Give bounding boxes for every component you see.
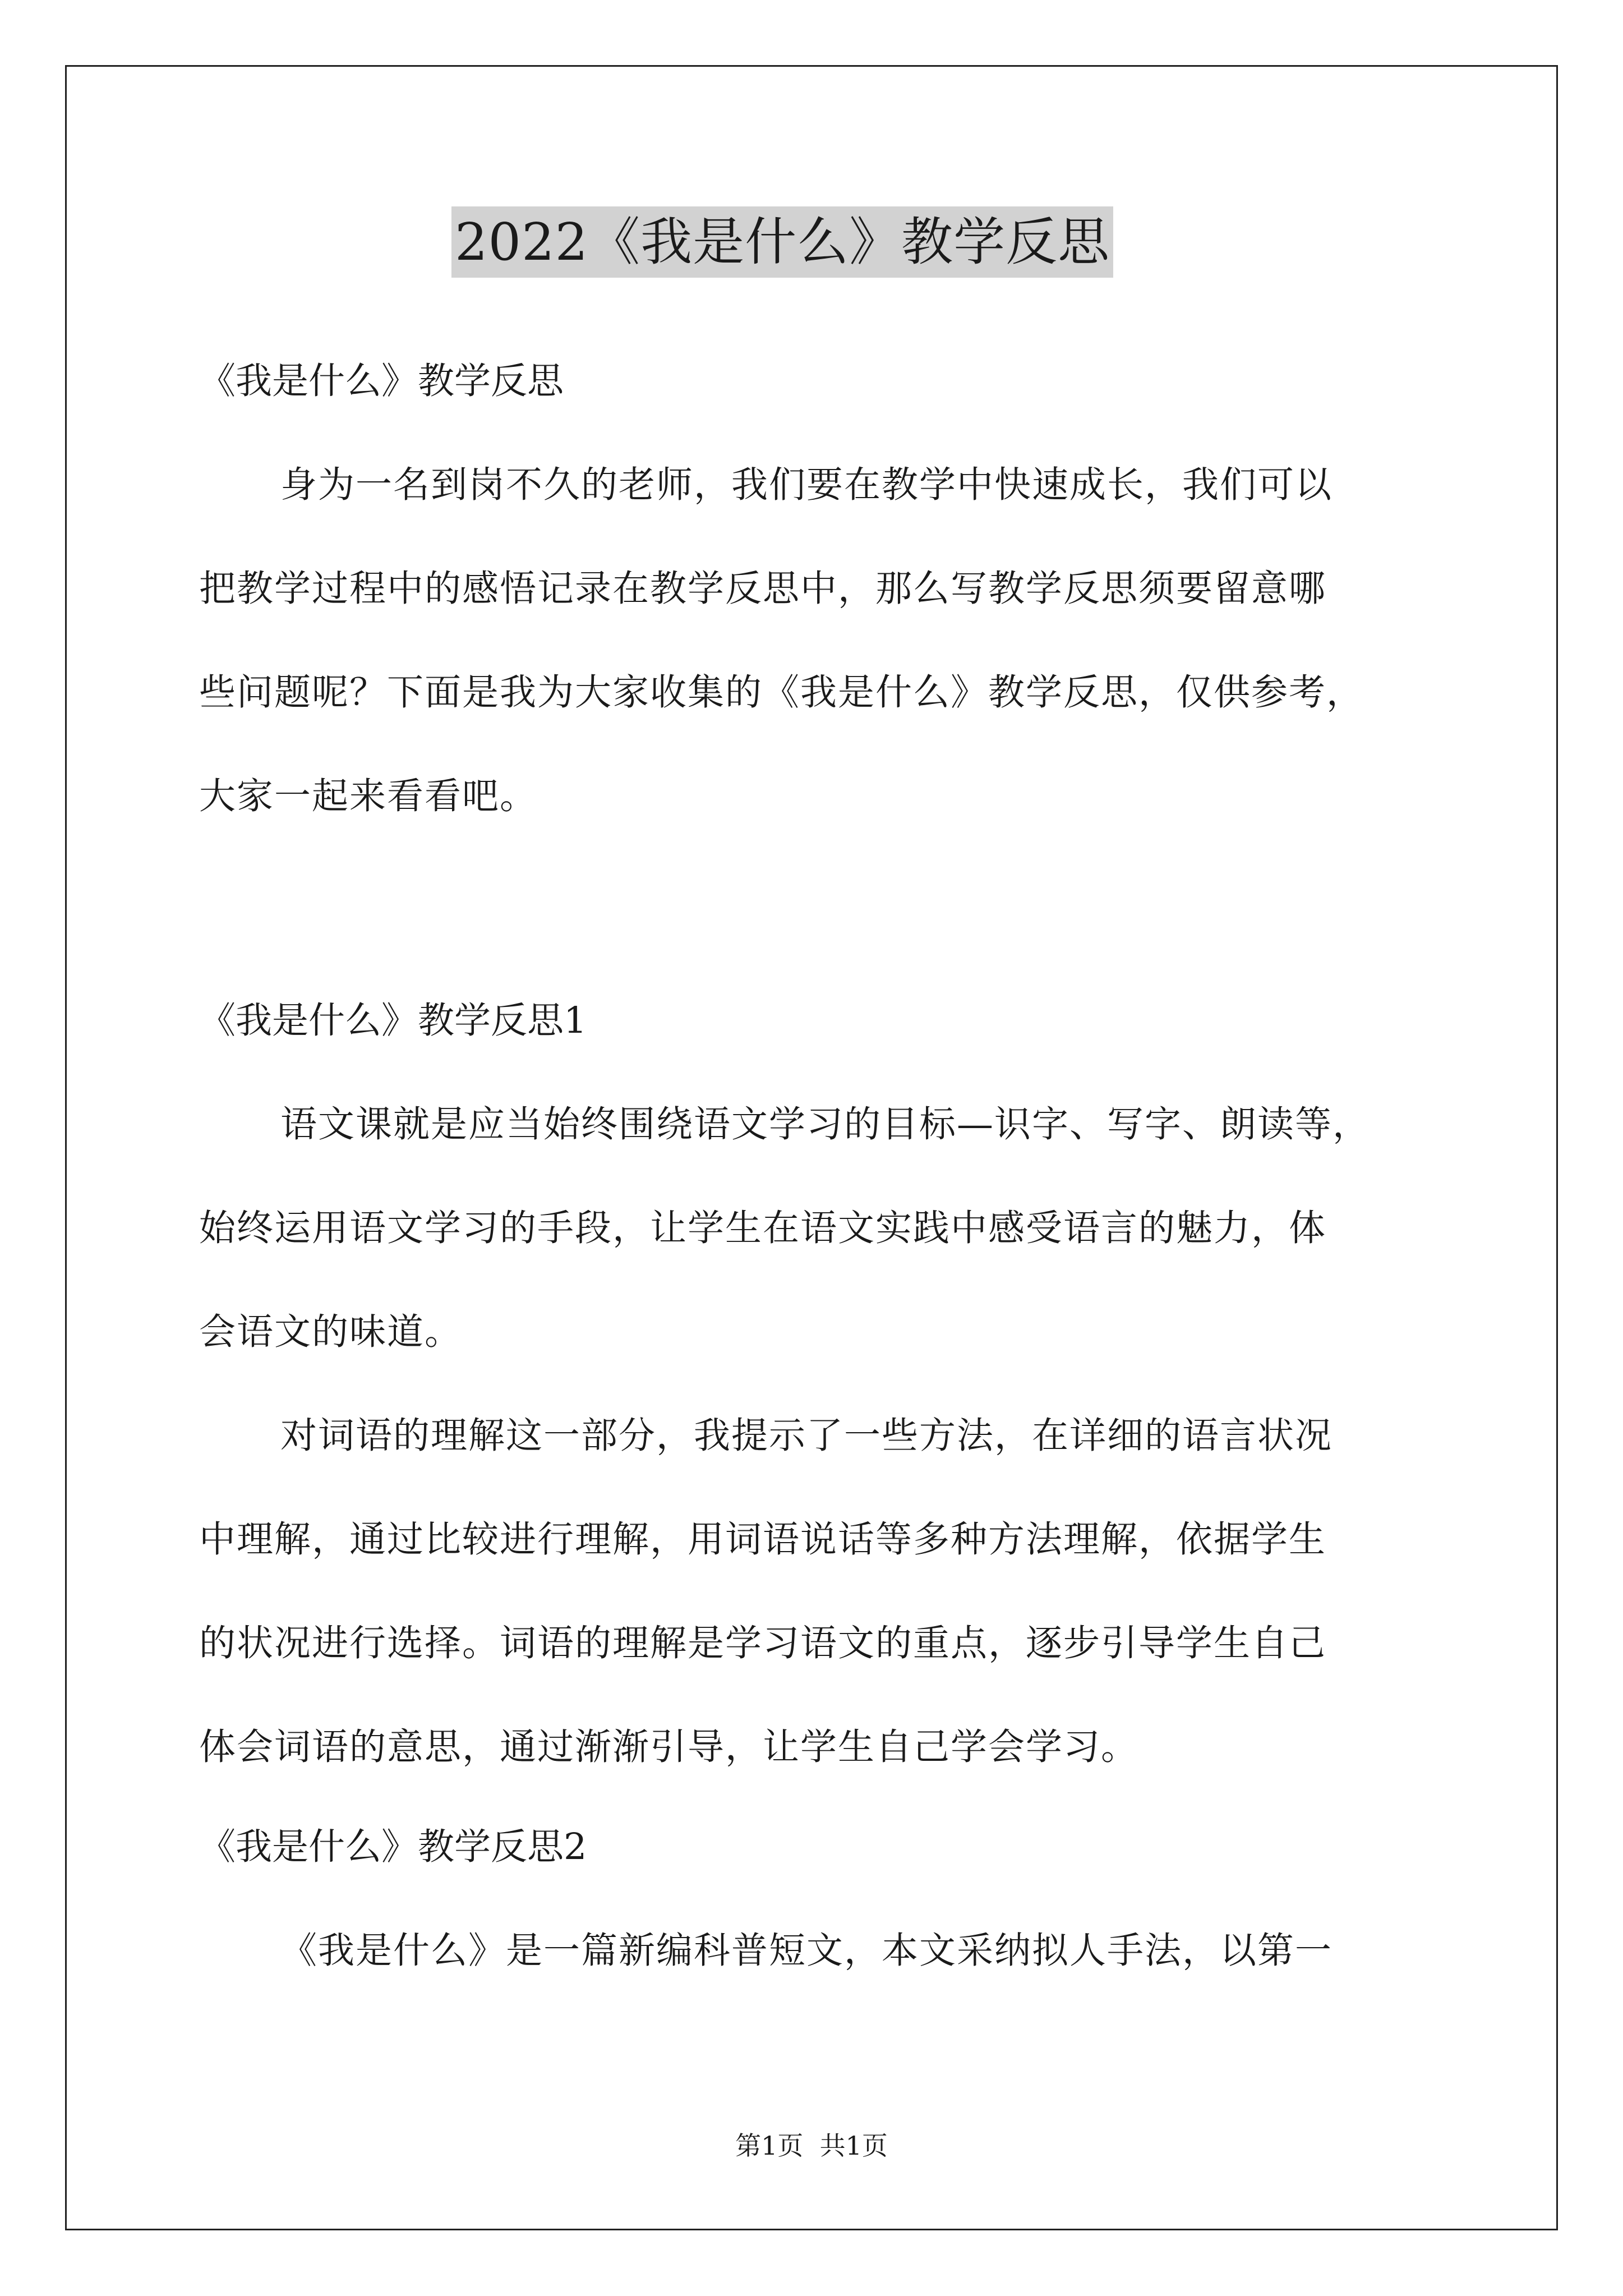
intro-line-2: 把教学过程中的感悟记录在教学反思中，那么写教学反思须要留意哪	[199, 568, 1327, 610]
section1-para2-line-4: 体会词语的意思，通过渐渐引导，让学生自己学会学习。	[199, 1726, 1139, 1768]
intro-line-3: 些问题呢？下面是我为大家收集的《我是什么》教学反思，仅供参考，	[199, 671, 1364, 714]
section1-para2-line-3: 的状况进行选择。词语的理解是学习语文的重点，逐步引导学生自己	[199, 1622, 1327, 1664]
intro-line-4: 大家一起来看看吧。	[199, 775, 538, 817]
section2-heading: 《我是什么》教学反思2	[199, 1826, 587, 1868]
section1-para1-line-3: 会语文的味道。	[199, 1311, 463, 1353]
intro-heading: 《我是什么》教学反思	[199, 360, 564, 402]
section1-para1-line-2: 始终运用语文学习的手段，让学生在语文实践中感受语言的魅力，体	[199, 1207, 1327, 1249]
intro-line-1: 身为一名到岗不久的老师，我们要在教学中快速成长，我们可以	[280, 464, 1333, 506]
section1-para2-line-2: 中理解，通过比较进行理解，用词语说话等多种方法理解，依据学生	[199, 1519, 1327, 1561]
section1-para2-line-1: 对词语的理解这一部分，我提示了一些方法，在详细的语言状况	[280, 1415, 1333, 1457]
document-title: 2022《我是什么》教学反思	[451, 206, 1113, 278]
section1-para1-line-1: 语文课就是应当始终围绕语文学习的目标—识字、写字、朗读等，	[280, 1103, 1371, 1145]
page-footer: 第1页 共1页	[735, 2131, 888, 2161]
section1-heading: 《我是什么》教学反思1	[199, 1000, 587, 1042]
section2-para1-line-1: 《我是什么》是一篇新编科普短文，本文采纳拟人手法，以第一	[280, 1930, 1333, 1972]
